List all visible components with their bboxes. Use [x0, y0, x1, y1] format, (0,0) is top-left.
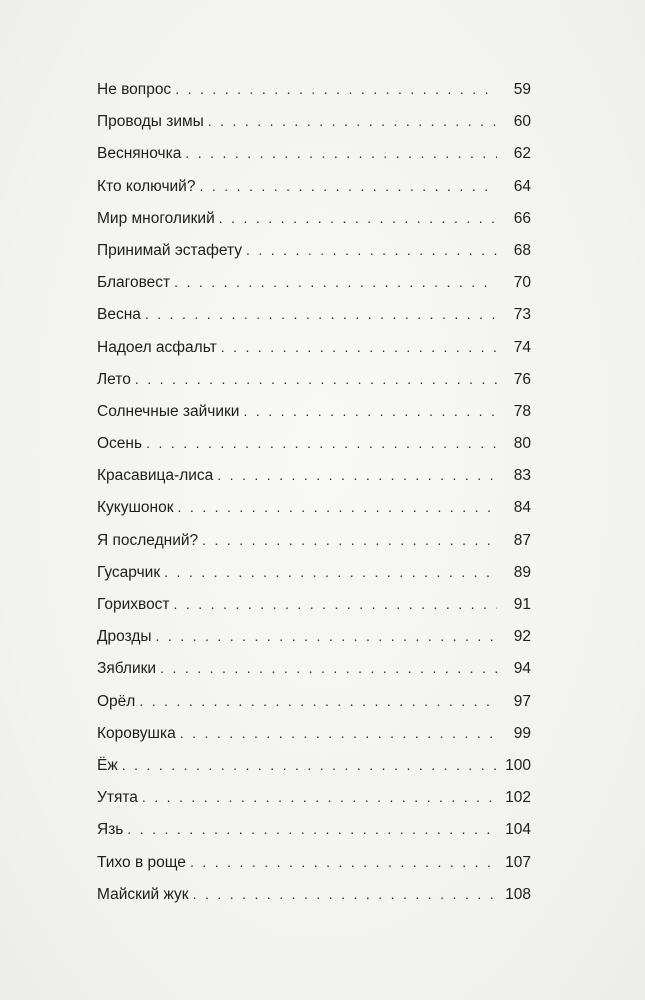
- toc-dot-leader: [174, 266, 497, 298]
- toc-entry-title: Коровушка: [97, 724, 176, 742]
- toc-entry-page-number: 83: [513, 467, 531, 485]
- toc-entry-page-number: 66: [513, 209, 531, 227]
- toc-entry-page-number: 73: [513, 306, 531, 324]
- toc-entry-page-number: 92: [513, 628, 531, 646]
- toc-entry-page-number: 87: [513, 531, 531, 549]
- toc-entry: [97, 202, 531, 234]
- toc-entry-title: Благовест: [97, 274, 171, 292]
- toc-dot-leader: [185, 137, 497, 169]
- toc-entry-page-number: 84: [513, 499, 531, 517]
- toc-dot-leader: [219, 202, 497, 234]
- toc-entry-page-number: 68: [513, 241, 531, 259]
- toc-entry-title: Весняночка: [97, 145, 182, 163]
- toc-entry: [97, 363, 531, 395]
- toc-dot-leader: [174, 588, 497, 620]
- toc-entry: [97, 717, 531, 749]
- toc-entry-title: Гусарчик: [97, 563, 161, 581]
- toc-dot-leader: [178, 491, 497, 523]
- toc-entry: [97, 652, 531, 684]
- toc-entry-page-number: 94: [513, 660, 531, 678]
- toc-dot-leader: [156, 620, 497, 652]
- toc-entry-title: Язь: [97, 821, 124, 839]
- toc-entry: [97, 266, 531, 298]
- toc-entry-title: Принимай эстафету: [97, 241, 242, 259]
- toc-entry-page-number: 99: [513, 724, 531, 742]
- toc-entry-page-number: 100: [505, 756, 531, 774]
- toc-entry-title: Кто колючий?: [97, 177, 196, 195]
- toc-entry-title: Зяблики: [97, 660, 157, 678]
- toc-entry: [97, 427, 531, 459]
- toc-dot-leader: [193, 878, 497, 910]
- toc-entry-page-number: 108: [505, 885, 531, 903]
- toc-entry: [97, 170, 531, 202]
- toc-entry-page-number: 74: [513, 338, 531, 356]
- toc-dot-leader: [175, 73, 497, 105]
- toc-dot-leader: [221, 331, 497, 363]
- toc-dot-leader: [164, 556, 497, 588]
- table-of-contents: [97, 73, 531, 910]
- toc-entry: [97, 781, 531, 813]
- toc-entry-title: Весна: [97, 306, 141, 324]
- toc-entry-page-number: 76: [513, 370, 531, 388]
- toc-entry-title: Не вопрос: [97, 81, 172, 98]
- toc-dot-leader: [180, 717, 497, 749]
- toc-entry-page-number: 80: [513, 435, 531, 453]
- toc-entry: [97, 588, 531, 620]
- toc-dot-leader: [139, 685, 497, 717]
- toc-entry-page-number: 89: [513, 563, 531, 581]
- toc-entry-page-number: 64: [513, 177, 531, 195]
- toc-entry: [97, 620, 531, 652]
- toc-entry-title: Проводы зимы: [97, 113, 204, 131]
- toc-entry: [97, 524, 531, 556]
- toc-entry-title: Орёл: [97, 692, 136, 710]
- toc-entry-page-number: 70: [513, 274, 531, 292]
- toc-entry: [97, 395, 531, 427]
- toc-entry: [97, 73, 531, 105]
- toc-dot-leader: [202, 524, 497, 556]
- toc-entry-title: Кукушонок: [97, 499, 174, 517]
- toc-entry-title: Мир многоликий: [97, 209, 215, 227]
- toc-dot-leader: [146, 427, 497, 459]
- toc-dot-leader: [190, 846, 497, 878]
- toc-dot-leader: [127, 813, 497, 845]
- toc-dot-leader: [145, 298, 497, 330]
- toc-entry-page-number: 60: [513, 113, 531, 131]
- toc-entry-page-number: 59: [513, 81, 531, 98]
- toc-entry: [97, 556, 531, 588]
- toc-entry: [97, 491, 531, 523]
- toc-entry-title: Осень: [97, 435, 143, 453]
- toc-entry: [97, 137, 531, 169]
- toc-dot-leader: [122, 749, 497, 781]
- toc-entry-title: Майский жук: [97, 885, 189, 903]
- toc-dot-leader: [208, 105, 497, 137]
- toc-entry: [97, 749, 531, 781]
- toc-entry: [97, 331, 531, 363]
- toc-entry-page-number: 97: [513, 692, 531, 710]
- toc-entry-title: Надоел асфальт: [97, 338, 217, 356]
- toc-dot-leader: [160, 652, 497, 684]
- toc-entry: [97, 685, 531, 717]
- toc-entry-title: Утята: [97, 789, 138, 807]
- toc-dot-leader: [142, 781, 497, 813]
- toc-entry: [97, 459, 531, 491]
- toc-entry: [97, 813, 531, 845]
- toc-dot-leader: [217, 459, 497, 491]
- toc-entry: [97, 846, 531, 878]
- toc-dot-leader: [135, 363, 497, 395]
- toc-dot-leader: [243, 395, 497, 427]
- toc-entry: [97, 105, 531, 137]
- toc-dot-leader: [199, 170, 497, 202]
- toc-entry-page-number: 62: [513, 145, 531, 163]
- toc-entry-title: Красавица-лиса: [97, 467, 214, 485]
- toc-entry-page-number: 104: [505, 821, 531, 839]
- toc-entry-page-number: 107: [505, 853, 531, 871]
- toc-dot-leader: [246, 234, 497, 266]
- toc-entry: [97, 234, 531, 266]
- toc-entry-title: Горихвост: [97, 596, 170, 613]
- toc-entry-title: Солнечные зайчики: [97, 402, 240, 420]
- toc-entry-title: Я последний?: [97, 531, 199, 549]
- toc-entry: [97, 298, 531, 330]
- toc-entry-title: Лето: [97, 370, 131, 388]
- toc-entry-page-number: 102: [505, 789, 531, 807]
- toc-entry: [97, 878, 531, 910]
- toc-entry-page-number: 91: [513, 596, 531, 613]
- toc-entry-title: Дрозды: [97, 628, 152, 646]
- toc-entry-title: Тихо в роще: [97, 853, 186, 871]
- toc-entry-page-number: 78: [513, 402, 531, 420]
- toc-entry-title: Ёж: [97, 756, 118, 774]
